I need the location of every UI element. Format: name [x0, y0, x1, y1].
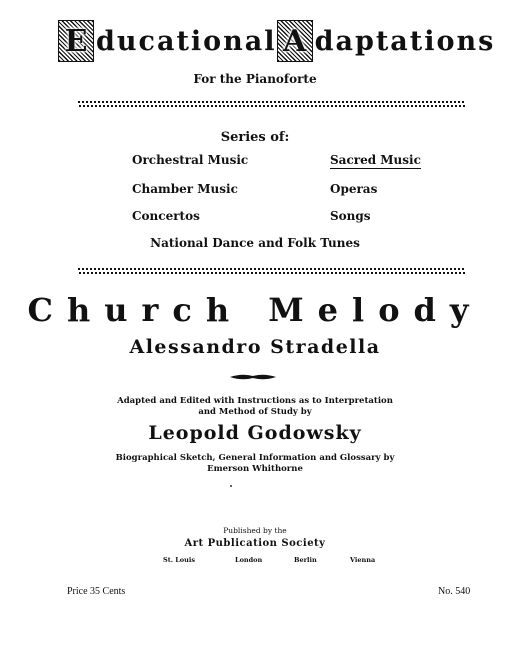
sketch-author: Emerson Whithorne	[207, 464, 303, 474]
city-vienna: Vienna	[350, 556, 376, 564]
title-word-rest: ducational	[96, 25, 277, 57]
city-berlin: Berlin	[294, 556, 317, 564]
series-item-operas: Operas	[330, 182, 378, 196]
subtitle: For the Pianoforte	[193, 72, 317, 86]
city-london: London	[235, 556, 263, 564]
series-label: Series of:	[220, 130, 290, 145]
series-item-songs: Songs	[330, 209, 371, 223]
adapter-name: Leopold Godowsky	[148, 422, 362, 444]
series-item-orchestral: Orchestral Music	[132, 153, 249, 167]
initial-letter: A	[282, 23, 307, 59]
title-word-rest: daptations	[314, 25, 496, 57]
adaptation-line-2: and Method of Study by	[198, 407, 312, 417]
ornamental-initial-a	[277, 20, 313, 62]
title-word-adaptations	[277, 20, 496, 62]
publisher-name: Art Publication Society	[184, 538, 326, 549]
adaptation-line-1: Adapted and Edited with Instructions as to Interpretation	[117, 396, 393, 406]
ornamental-initial-e	[58, 20, 94, 62]
piece-title: Church Melody	[27, 291, 483, 329]
published-by: Published by the	[223, 526, 287, 535]
ornamental-rule-top	[78, 101, 466, 107]
ornamental-rule-middle	[78, 268, 466, 274]
sketch-line: Biographical Sketch, General Information and Glossary by	[115, 453, 395, 463]
speck	[230, 485, 232, 487]
price-label: Price 35 Cents	[67, 586, 126, 597]
series-item-concertos: Concertos	[132, 209, 200, 223]
series-item-chamber: Chamber Music	[132, 182, 238, 196]
catalog-number: No. 540	[438, 586, 471, 597]
composer-name: Alessandro Stradella	[129, 336, 381, 358]
series-item-national-dance: National Dance and Folk Tunes	[150, 236, 360, 250]
ornament-flourish	[228, 373, 278, 381]
city-st-louis: St. Louis	[163, 556, 195, 564]
series-title	[58, 18, 496, 64]
initial-letter: E	[64, 23, 88, 59]
title-word-educational	[58, 20, 277, 62]
series-item-sacred: Sacred Music	[330, 153, 421, 167]
